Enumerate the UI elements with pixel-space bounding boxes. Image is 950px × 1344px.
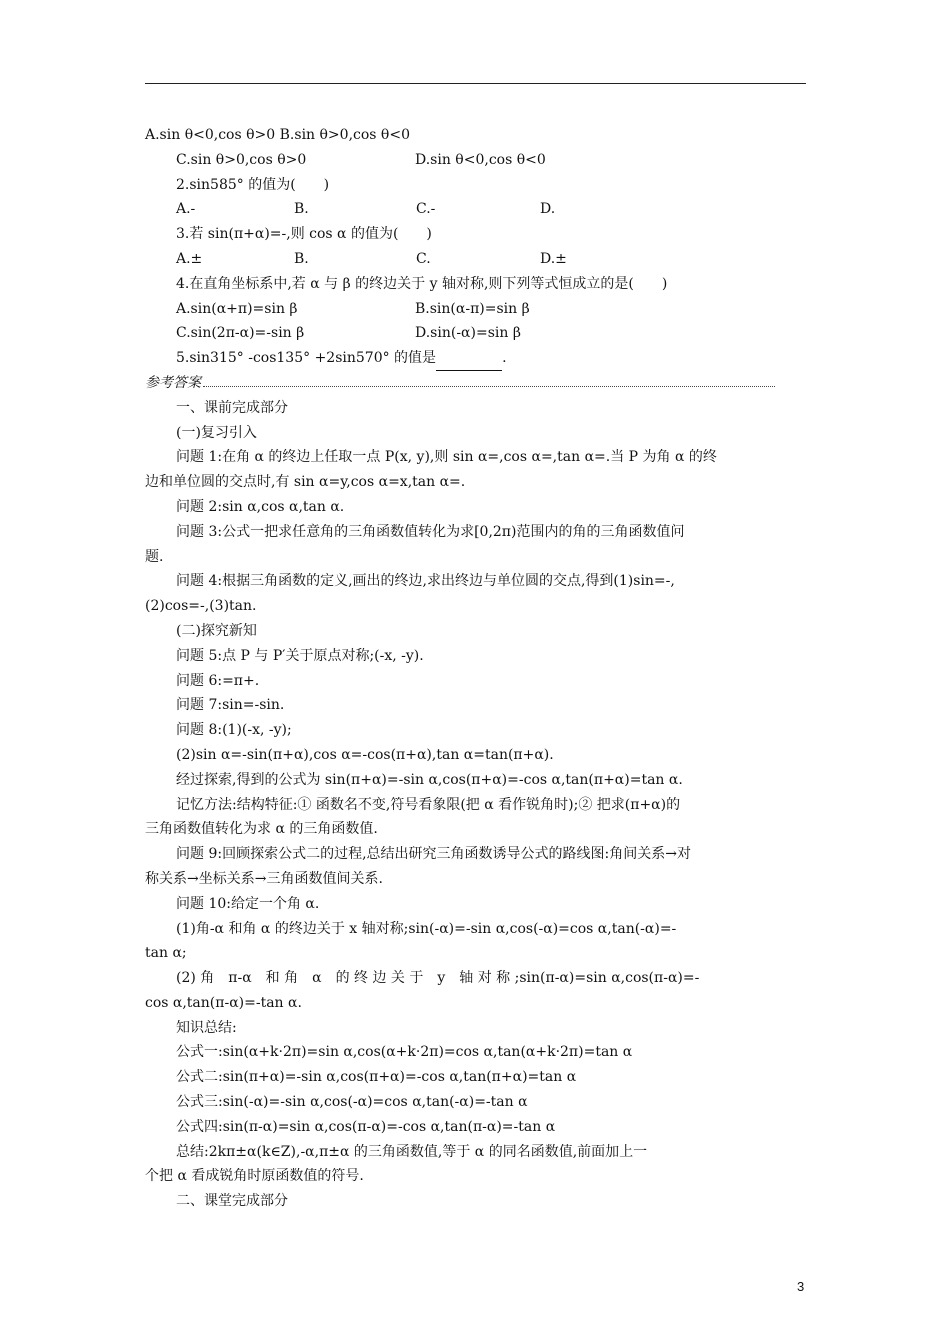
q5-answer-blank (436, 354, 502, 371)
q1-option-c: C.sin θ>0,cos θ>0 (176, 151, 307, 168)
q3-stem: 3.若 sin(π+α)=-,则 cos α 的值为( ) (176, 226, 432, 243)
q5-stem: 5.sin315° -cos135° +2sin570° 的值是 (176, 350, 437, 367)
subsection-1-title: (一)复习引入 (176, 424, 257, 441)
q4-option-b: B.sin(α-π)=sin β (415, 300, 530, 317)
q1-option-a: A.sin θ<0,cos θ>0 (145, 127, 276, 143)
problem-2: 问题 2:sin α,cos α,tan α. (176, 498, 345, 515)
q3-option-a: A.± (176, 250, 203, 267)
q2-option-b: B. (294, 201, 309, 218)
q4-option-a: A.sin(α+π)=sin β (176, 300, 298, 317)
problem-3-line-1: 问题 3:公式一把求任意角的三角函数值转化为求[0,2π)范围内的角的三角函数值问 (176, 523, 685, 540)
q5-end: . (502, 350, 507, 367)
q2-stem: 2.sin585° 的值为( ) (176, 176, 330, 193)
q3-option-b: B. (294, 250, 309, 267)
section-2-title: 二、课堂完成部分 (176, 1193, 288, 1210)
q5-stem-line (145, 346, 806, 371)
q2-option-c: C.- (416, 201, 436, 218)
problem-8-line-3: 经过探索,得到的公式为 sin(π+α)=-sin α,cos(π+α)=-cos α,tan(π+α)=tan α. (176, 771, 683, 788)
q2-option-a: A.- (176, 201, 196, 218)
problem-4-line-2: (2)cos=-,(3)tan. (145, 598, 257, 615)
problem-9-line-2: 称关系→坐标关系→三角函数值间关系. (145, 870, 383, 887)
q1-option-b: B.sin θ>0,cos θ<0 (279, 127, 410, 143)
q4-option-d: D.sin(-α)=sin β (415, 325, 521, 342)
total-summary-line-2: 个把 α 看成锐角时原函数值的符号. (145, 1168, 364, 1185)
q4-options-row2 (145, 321, 806, 346)
q1-option-d: D.sin θ<0,cos θ<0 (415, 151, 546, 168)
header-rule (145, 83, 806, 84)
q3-options (145, 247, 806, 272)
problem-10-part-2-line-1: (2) 角 π-α 和 角 α 的 终 边 关 于 y 轴 对 称 ;sin(π-α)=sin α,cos(π-α)=- (176, 970, 700, 987)
memory-method-line-1: 记忆方法:结构特征:① 函数名不变,符号看象限(把 α 看作锐角时);② 把求(π+α)的 (176, 796, 681, 813)
q4-option-c: C.sin(2π-α)=-sin β (176, 325, 305, 342)
answers-heading-dotted-rule (203, 386, 775, 387)
subsection-2-title: (二)探究新知 (176, 622, 257, 639)
problem-10-part-1-line-2: tan α; (145, 945, 187, 962)
problem-8-line-2: (2)sin α=-sin(π+α),cos α=-cos(π+α),tan α=tan(π+α). (176, 746, 554, 763)
page-number: 3 (797, 1279, 805, 1294)
q1-options-row2 (145, 148, 806, 173)
problem-7: 问题 7:sin=-sin. (176, 697, 285, 714)
q3-option-d: D.± (540, 250, 567, 267)
q3-option-c: C. (416, 250, 431, 267)
problem-10: 问题 10:给定一个角 α. (176, 895, 320, 912)
problem-3-line-2: 题. (145, 548, 164, 565)
q4-options-row1 (145, 297, 806, 322)
problem-8-line-1: 问题 8:(1)(-x, -y); (176, 722, 292, 739)
problem-10-part-2-line-2: cos α,tan(π-α)=-tan α. (145, 994, 302, 1011)
formula-2: 公式二:sin(π+α)=-sin α,cos(π+α)=-cos α,tan(π+α)=tan α (176, 1069, 577, 1086)
total-summary-line-1: 总结:2kπ±α(k∈Z),-α,π±α 的三角函数值,等于 α 的同名函数值,前面加上一 (176, 1143, 648, 1160)
problem-5: 问题 5:点 P 与 P′关于原点对称;(-x, -y). (176, 647, 424, 664)
page-content (145, 123, 806, 1214)
problem-1-line-1: 问题 1:在角 α 的终边上任取一点 P(x, y),则 sin α=,cos α=,tan α=.当 P 为角 α 的终 (176, 449, 717, 466)
answers-heading (145, 371, 806, 396)
section-1-title: 一、课前完成部分 (176, 399, 288, 416)
formula-1: 公式一:sin(α+k·2π)=sin α,cos(α+k·2π)=cos α,tan(α+k·2π)=tan α (176, 1044, 633, 1061)
problem-10-part-1-line-1: (1)角-α 和角 α 的终边关于 x 轴对称;sin(-α)=-sin α,cos(-α)=cos α,tan(-α)=- (176, 920, 677, 937)
q1-options-row1 (145, 123, 806, 148)
q4-stem: 4.在直角坐标系中,若 α 与 β 的终边关于 y 轴对称,则下列等式恒成立的是( ) (176, 275, 668, 292)
formula-4: 公式四:sin(π-α)=sin α,cos(π-α)=-cos α,tan(π-α)=-tan α (176, 1118, 556, 1135)
summary-heading: 知识总结: (176, 1019, 237, 1036)
answers-heading-text: 参考答案 (145, 374, 201, 391)
problem-6: 问题 6:=π+. (176, 672, 260, 689)
problem-9-line-1: 问题 9:回顾探索公式二的过程,总结出研究三角函数诱导公式的路线图:角间关系→对 (176, 846, 691, 863)
memory-method-line-2: 三角函数值转化为求 α 的三角函数值. (145, 821, 378, 838)
formula-3: 公式三:sin(-α)=-sin α,cos(-α)=cos α,tan(-α)=-tan α (176, 1094, 528, 1111)
problem-4-line-1: 问题 4:根据三角函数的定义,画出的终边,求出终边与单位圆的交点,得到(1)sin=-, (176, 573, 675, 590)
q2-options (145, 197, 806, 222)
problem-1-line-2: 边和单位圆的交点时,有 sin α=y,cos α=x,tan α=. (145, 474, 466, 491)
q2-option-d: D. (540, 201, 556, 218)
